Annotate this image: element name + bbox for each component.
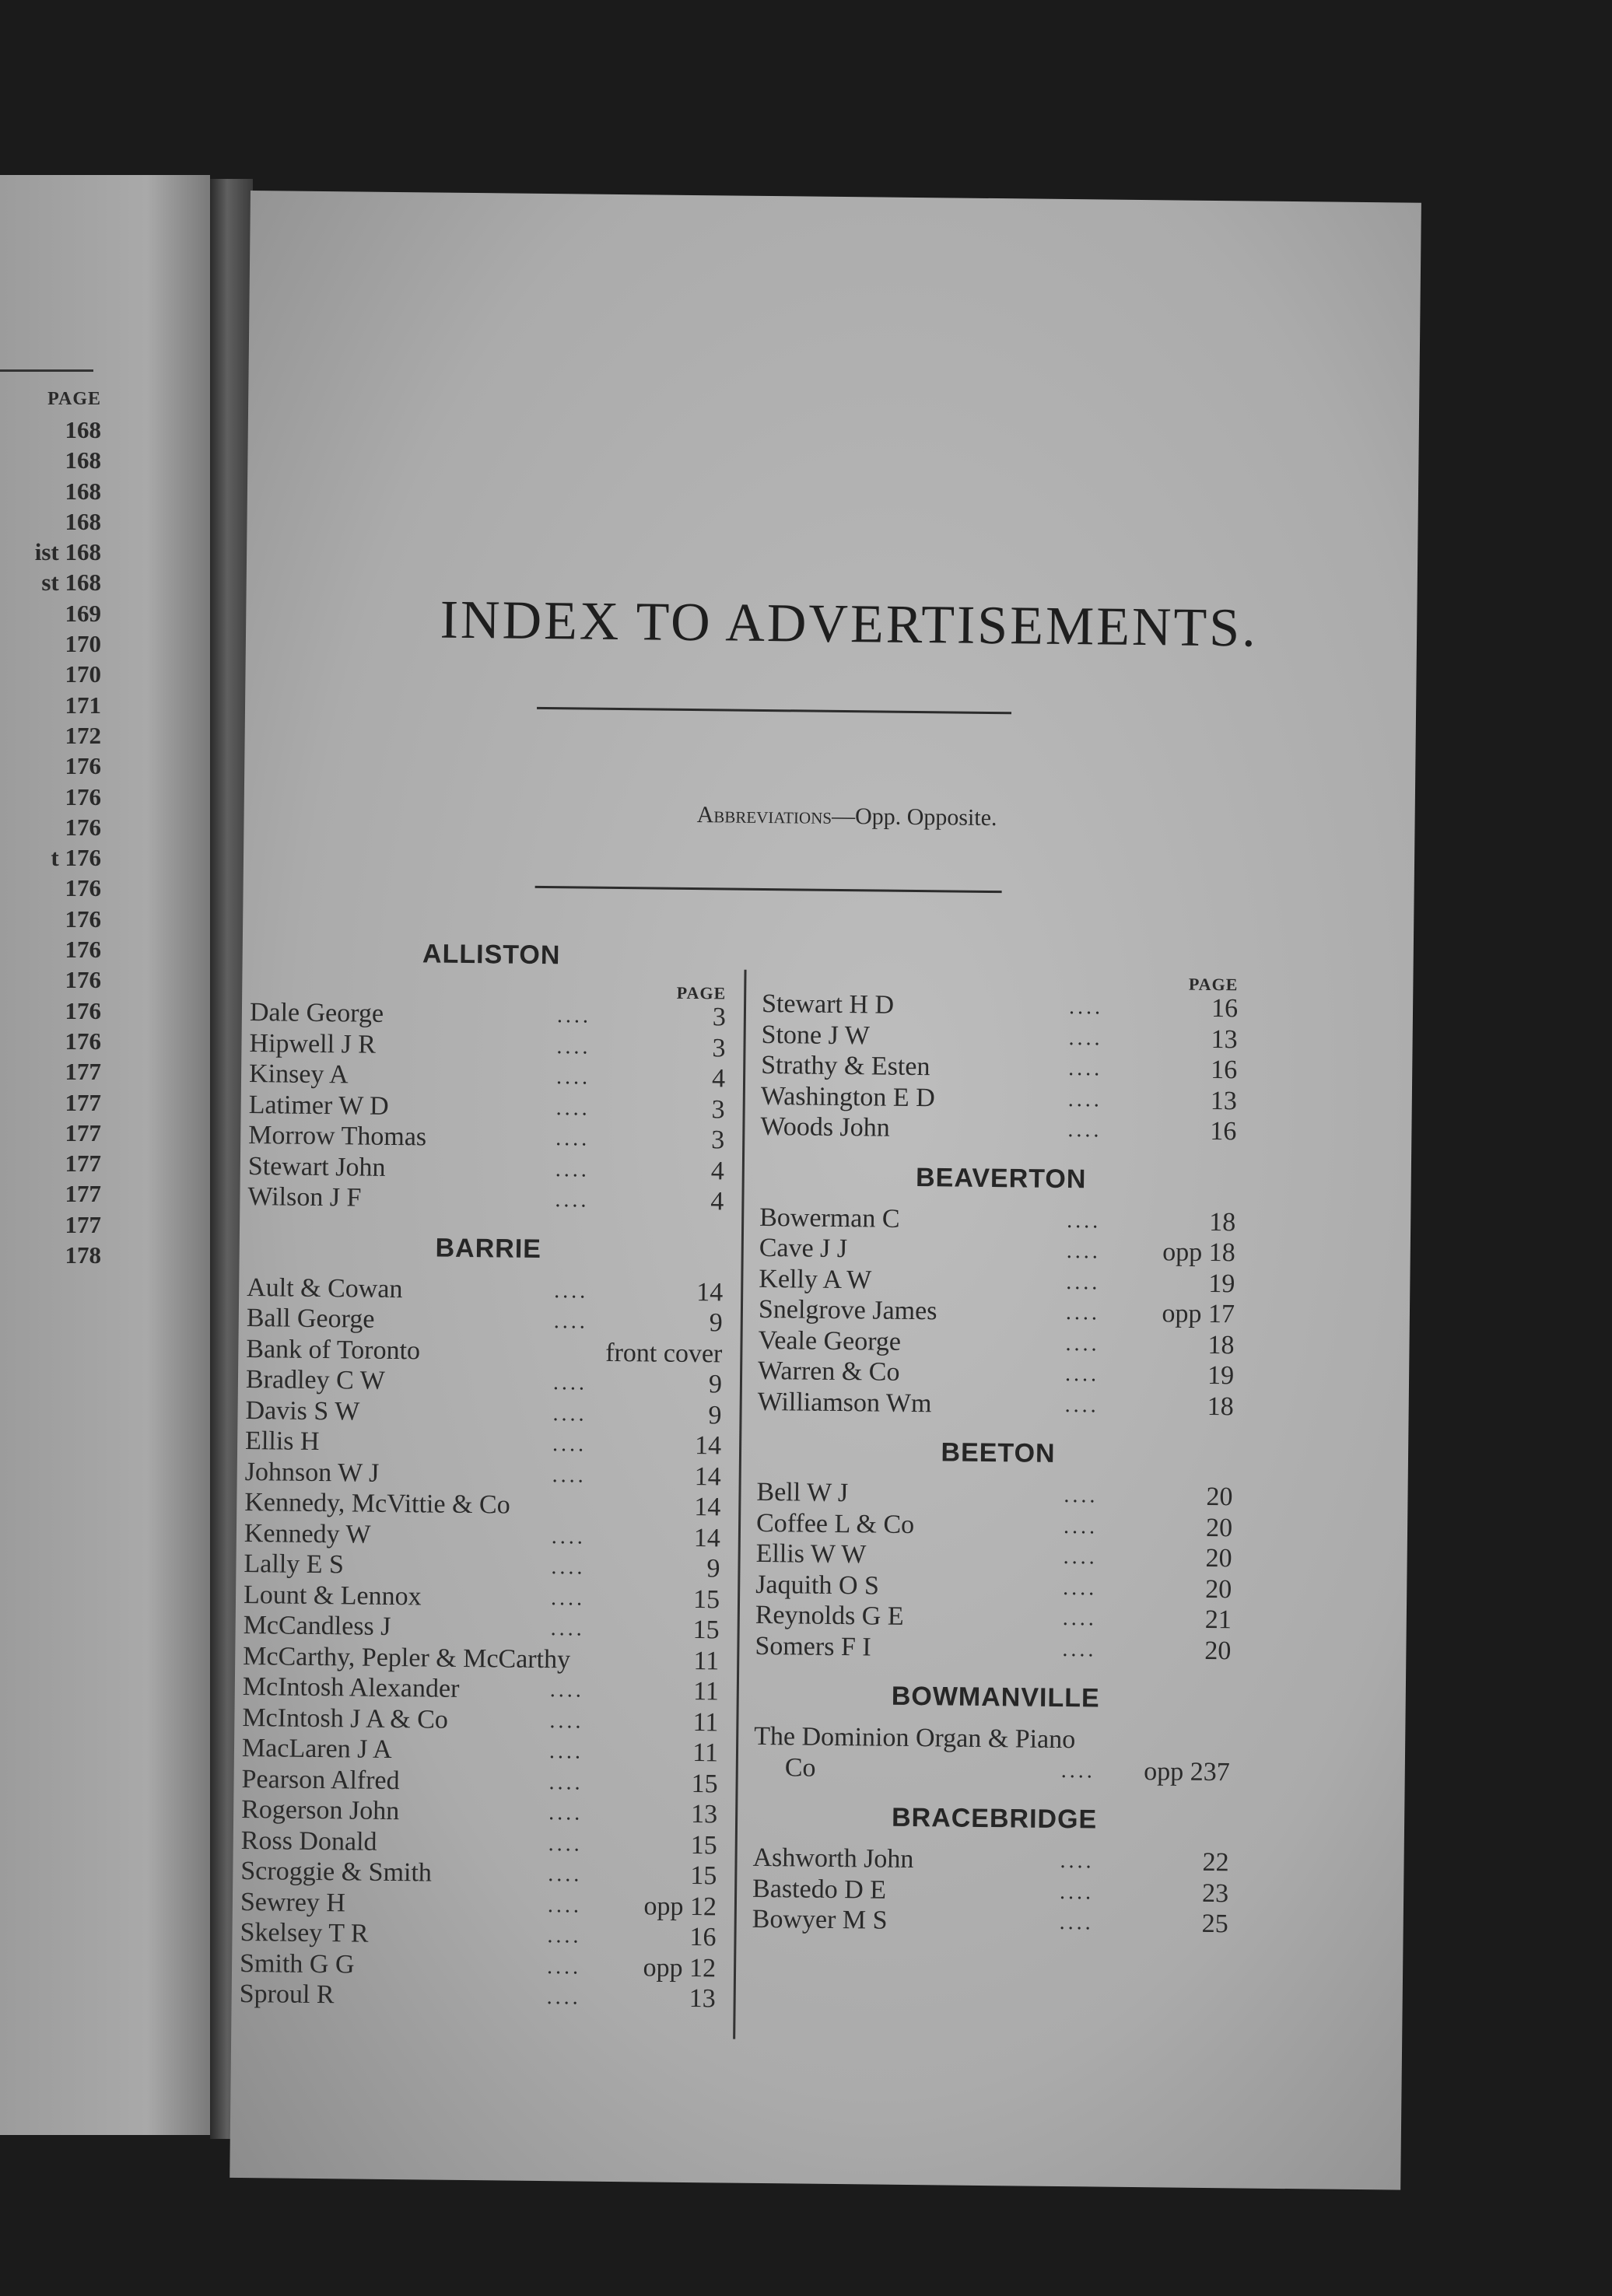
leader-dots: .... <box>555 1095 590 1121</box>
facing-page-number: 177 <box>65 1088 101 1116</box>
leader-dots: .... <box>552 1462 587 1488</box>
leader-dots: .... <box>1068 1025 1103 1051</box>
advertiser-name: Stewart H D <box>761 989 895 1020</box>
page-reference: 11 <box>693 1646 720 1675</box>
advertiser-name: Cave J J <box>759 1233 848 1264</box>
page-reference: 16 <box>689 1923 717 1952</box>
facing-page-number: 172 <box>65 721 101 749</box>
page-column-label: PAGE <box>676 982 727 1003</box>
leader-dots: .... <box>1065 1300 1101 1325</box>
facing-page-number: 176 <box>65 874 101 902</box>
advertiser-name: MacLaren J A <box>241 1733 392 1765</box>
index-entry <box>241 1825 724 1860</box>
facing-page-number: t 176 <box>51 844 101 872</box>
page-reference: opp 12 <box>643 1952 717 1983</box>
abbreviations-line <box>321 798 1372 835</box>
advertiser-name: McIntosh J A & Co <box>242 1703 449 1734</box>
index-entry <box>755 1630 1237 1666</box>
page-reference: 22 <box>1202 1847 1229 1878</box>
page-reference: 23 <box>1201 1878 1229 1908</box>
index-entry <box>755 1600 1238 1636</box>
index-column-right <box>752 970 1245 1940</box>
index-entry <box>243 1641 725 1677</box>
advertiser-name: Reynolds G E <box>755 1600 904 1631</box>
page-reference: 20 <box>1205 1543 1232 1573</box>
index-entry <box>762 989 1244 1024</box>
index-entry <box>246 1334 728 1370</box>
town-section <box>760 970 1244 1147</box>
index-entry <box>754 1721 1236 1757</box>
leader-dots: .... <box>1064 1392 1099 1418</box>
page-reference: 20 <box>1204 1636 1232 1665</box>
index-entry <box>248 1090 731 1125</box>
advertiser-name: Ault & Cowan <box>247 1272 403 1304</box>
facing-page-number: 168 <box>65 416 101 443</box>
facing-page-number: 170 <box>65 660 101 688</box>
page-reference: 15 <box>692 1584 720 1614</box>
index-entry <box>247 1181 730 1217</box>
facing-page-number: 168 <box>65 507 101 535</box>
index-entry <box>759 1263 1241 1299</box>
page-reference: 14 <box>694 1493 721 1522</box>
facing-page-number: 168 <box>65 446 101 474</box>
index-entry <box>250 997 732 1033</box>
leader-dots: .... <box>552 1370 588 1395</box>
page-reference: 16 <box>1211 1055 1238 1085</box>
facing-page-number: 171 <box>65 691 101 719</box>
leader-dots: .... <box>553 1309 588 1334</box>
leader-dots: .... <box>555 1065 591 1090</box>
leader-dots: .... <box>548 1862 583 1887</box>
index-entry <box>243 1610 725 1646</box>
leader-dots: .... <box>555 1157 590 1182</box>
page-reference: 16 <box>1211 993 1239 1024</box>
leader-dots: .... <box>546 1954 582 1979</box>
page-reference: 18 <box>1208 1207 1236 1237</box>
town-heading: BRACEBRIDGE <box>891 1802 1098 1835</box>
page-reference: 18 <box>1207 1330 1235 1360</box>
index-entry <box>241 1794 724 1830</box>
facing-page-number: st 168 <box>41 569 101 597</box>
leader-dots: .... <box>1063 1545 1098 1570</box>
town-section <box>247 937 733 1217</box>
leader-dots: .... <box>548 1831 583 1857</box>
leader-dots: .... <box>549 1708 584 1734</box>
leader-dots: .... <box>554 1278 589 1304</box>
index-entry <box>756 1477 1239 1513</box>
facing-page-number: 176 <box>65 905 101 933</box>
facing-page-number: 169 <box>65 599 101 627</box>
advertiser-name: Warren & Co <box>757 1356 900 1387</box>
leader-dots: .... <box>551 1524 587 1549</box>
abbreviations-rule <box>535 886 1002 893</box>
index-entry <box>241 1763 724 1799</box>
leader-dots: .... <box>1059 1910 1094 1935</box>
page-reference: 15 <box>691 1769 718 1798</box>
leader-dots: .... <box>1063 1514 1099 1538</box>
advertiser-name: Co <box>784 1752 816 1783</box>
advertiser-name: Ball George <box>246 1304 375 1334</box>
advertiser-name: Bradley C W <box>245 1365 385 1395</box>
page-reference: 9 <box>706 1554 720 1584</box>
index-entry <box>244 1580 726 1615</box>
advertiser-name: McIntosh Alexander <box>242 1672 460 1703</box>
page-reference: 25 <box>1201 1909 1228 1939</box>
town-heading: BARRIE <box>435 1233 542 1264</box>
index-entry <box>245 1395 727 1431</box>
advertiser-name: McCarthy, Pepler & McCarthy <box>243 1641 571 1674</box>
page-reference: 11 <box>692 1707 719 1737</box>
advertiser-name: The Dominion Organ & Piano <box>754 1721 1076 1755</box>
page-reference: front cover <box>605 1338 723 1368</box>
town-heading: BEETON <box>941 1437 1056 1468</box>
page-reference: 14 <box>693 1523 721 1552</box>
page-reference: opp 12 <box>643 1891 717 1921</box>
abbreviations-text: —Opp. Opposite. <box>831 803 997 831</box>
facing-page-rule <box>0 369 93 372</box>
index-entry <box>242 1733 724 1769</box>
page-reference: 15 <box>692 1615 720 1645</box>
page-reference: 9 <box>709 1308 723 1338</box>
facing-page-numbers <box>35 389 101 1270</box>
page-reference: 18 <box>1207 1391 1234 1421</box>
leader-dots: .... <box>546 1985 581 2010</box>
index-entry <box>752 1843 1235 1878</box>
advertiser-name: Kelly A W <box>759 1264 872 1294</box>
town-heading: ALLISTON <box>422 939 561 971</box>
page-reference: 9 <box>708 1370 723 1399</box>
leader-dots: .... <box>549 1678 584 1703</box>
advertiser-name: McCandless J <box>243 1611 391 1641</box>
column-separator <box>733 970 746 2039</box>
facing-page-number: 170 <box>65 630 101 658</box>
town-heading: BEAVERTON <box>915 1162 1087 1194</box>
leader-dots: .... <box>548 1739 584 1764</box>
page-reference: 4 <box>711 1064 726 1094</box>
facing-page-number: 176 <box>65 1027 101 1055</box>
leader-dots: .... <box>1062 1636 1097 1661</box>
advertiser-name: Davis S W <box>245 1395 360 1426</box>
page-reference: 3 <box>711 1125 725 1155</box>
advertiser-name: Bastedo D E <box>752 1874 887 1905</box>
index-entry <box>240 1979 722 2014</box>
facing-page-number: 178 <box>65 1241 101 1269</box>
index-entry <box>240 1856 723 1892</box>
index-entry <box>246 1364 728 1400</box>
advertiser-name: Dale George <box>249 998 384 1028</box>
advertiser-name: Coffee L & Co <box>755 1508 915 1539</box>
advertiser-name: Jaquith O S <box>755 1570 880 1601</box>
leader-dots: .... <box>552 1401 587 1426</box>
leader-dots: .... <box>550 1616 585 1641</box>
index-entry <box>758 1325 1240 1360</box>
index-entry <box>244 1549 726 1584</box>
facing-page-number: 176 <box>65 966 101 994</box>
leader-dots: .... <box>1067 1087 1102 1112</box>
page-reference: 3 <box>711 1094 725 1124</box>
index-entry <box>248 1151 731 1187</box>
facing-page-number: 177 <box>65 1118 101 1146</box>
index-entry <box>248 1120 731 1156</box>
leader-dots: .... <box>550 1585 586 1611</box>
facing-page-number: 176 <box>65 996 101 1024</box>
town-section <box>240 1231 730 2014</box>
index-entry <box>245 1426 727 1461</box>
town-section <box>752 1801 1236 1940</box>
page-reference: 13 <box>689 1984 716 2014</box>
index-entry <box>759 1233 1242 1269</box>
advertiser-name: Strathy & Esten <box>761 1050 930 1082</box>
page-reference: opp 17 <box>1162 1299 1235 1329</box>
advertiser-name: Rogerson John <box>241 1794 400 1826</box>
leader-dots: .... <box>1064 1483 1099 1508</box>
page-reference: opp 237 <box>1144 1756 1230 1787</box>
index-entry <box>761 1050 1243 1086</box>
index-entry <box>240 1886 723 1922</box>
advertiser-name: Woods John <box>760 1111 890 1143</box>
page-reference: 21 <box>1204 1605 1232 1635</box>
index-entry <box>752 1904 1235 1940</box>
index-entry <box>242 1702 724 1738</box>
page-reference: 14 <box>694 1461 721 1491</box>
page-reference: 3 <box>712 1033 726 1062</box>
page-reference: 4 <box>710 1156 725 1185</box>
advertiser-name: Latimer W D <box>248 1090 389 1121</box>
facing-page-number: 168 <box>65 477 101 505</box>
index-entry <box>249 1028 731 1064</box>
advertiser-name: Stewart John <box>247 1151 386 1182</box>
page-reference: 11 <box>692 1677 720 1706</box>
advertiser-name: Morrow Thomas <box>248 1121 427 1152</box>
index-column-left <box>240 937 733 2014</box>
facing-page-number: 177 <box>65 1210 101 1238</box>
leader-dots: .... <box>1059 1879 1095 1904</box>
facing-page-number: 176 <box>65 936 101 964</box>
facing-page <box>0 175 210 2135</box>
advertiser-name: Hipwell J R <box>249 1028 377 1059</box>
leader-dots: .... <box>1060 1758 1095 1783</box>
page-reference: opp 18 <box>1162 1237 1235 1268</box>
advertiser-name: Pearson Alfred <box>241 1764 400 1795</box>
page-reference: 3 <box>712 1003 727 1032</box>
advertiser-name: Scroggie & Smith <box>240 1856 433 1888</box>
index-entry <box>754 1752 1236 1787</box>
index-entry <box>755 1569 1238 1605</box>
page-reference: 9 <box>708 1400 722 1430</box>
page-reference: 20 <box>1205 1574 1232 1604</box>
leader-dots: .... <box>552 1432 587 1457</box>
index-entry <box>758 1356 1240 1391</box>
index-entry <box>244 1487 727 1523</box>
advertiser-name: Williamson Wm <box>757 1387 932 1418</box>
title-rule <box>537 707 1011 714</box>
advertiser-name: Kennedy, McVittie & Co <box>244 1488 510 1520</box>
leader-dots: .... <box>1062 1606 1097 1631</box>
leader-dots: .... <box>556 1034 591 1059</box>
advertiser-name: Bowyer M S <box>752 1904 888 1935</box>
advertiser-name: Smith G G <box>239 1948 355 1979</box>
leader-dots: .... <box>1066 1269 1101 1295</box>
facing-page-number: 177 <box>65 1180 101 1208</box>
page-reference: 16 <box>1210 1116 1237 1146</box>
index-entry <box>240 1917 722 1953</box>
advertiser-name: Ashworth John <box>752 1843 914 1874</box>
index-entry <box>247 1303 729 1339</box>
advertiser-name: Sproul R <box>239 1979 335 2010</box>
town-section <box>755 1436 1239 1666</box>
index-entry <box>756 1507 1239 1543</box>
index-entry <box>752 1873 1235 1909</box>
facing-page-number: 177 <box>65 1150 101 1178</box>
advertiser-name: Bell W J <box>756 1477 849 1508</box>
leader-dots: .... <box>1064 1362 1100 1387</box>
facing-page-number: ist 168 <box>34 538 101 566</box>
advertiser-name: Somers F I <box>755 1631 871 1661</box>
page-reference: 20 <box>1205 1513 1233 1542</box>
facing-page-number: 176 <box>65 752 101 780</box>
index-entry <box>244 1518 727 1554</box>
index-entry <box>243 1671 725 1707</box>
advertiser-name: Bowerman C <box>759 1202 900 1234</box>
page-reference: 20 <box>1206 1482 1233 1512</box>
leader-dots: .... <box>1066 1239 1101 1264</box>
facing-page-number: 177 <box>65 1058 101 1086</box>
advertiser-name: Johnson W J <box>244 1457 380 1488</box>
index-entry <box>245 1457 727 1493</box>
index-entry <box>240 1948 722 1983</box>
page-reference: 13 <box>1210 1086 1238 1115</box>
facing-page-number: 176 <box>65 782 101 810</box>
advertiser-name: Ellis H <box>244 1426 320 1457</box>
page-reference: 13 <box>690 1800 718 1829</box>
page-reference: 13 <box>1211 1024 1238 1054</box>
town-section <box>758 1160 1242 1422</box>
advertiser-name: Veale George <box>758 1325 902 1356</box>
page-reference: 11 <box>692 1738 719 1768</box>
advertiser-name: Ellis W W <box>755 1538 867 1570</box>
index-entry <box>760 1111 1242 1147</box>
page-reference: 14 <box>694 1431 722 1461</box>
leader-dots: .... <box>555 1126 590 1151</box>
leader-dots: .... <box>1068 995 1104 1020</box>
leader-dots: .... <box>548 1801 583 1825</box>
index-entry <box>249 1059 731 1094</box>
index-entry <box>759 1294 1241 1330</box>
abbreviations-label: Abbreviations <box>696 802 832 829</box>
leader-dots: .... <box>556 1003 592 1028</box>
advertiser-name: Kinsey A <box>248 1059 349 1090</box>
leader-dots: .... <box>1065 1331 1100 1356</box>
leader-dots: .... <box>551 1555 586 1580</box>
advertiser-name: Kennedy W <box>244 1518 371 1549</box>
advertiser-name: Lount & Lennox <box>243 1580 422 1611</box>
page-reference: 4 <box>710 1187 724 1216</box>
index-entry <box>247 1272 729 1308</box>
page-reference: 19 <box>1208 1269 1235 1298</box>
page-reference: 19 <box>1207 1360 1235 1391</box>
page-column-label: PAGE <box>1188 974 1239 995</box>
advertiser-name: Ross Donald <box>240 1825 377 1857</box>
facing-page-number: 176 <box>65 813 101 841</box>
page-reference: 14 <box>696 1277 724 1307</box>
advertiser-name: Sewrey H <box>240 1887 346 1917</box>
town-heading: BOWMANVILLE <box>891 1681 1100 1713</box>
leader-dots: .... <box>547 1892 583 1918</box>
advertiser-name: Bank of Toronto <box>246 1334 421 1365</box>
leader-dots: .... <box>1068 1056 1103 1081</box>
leader-dots: .... <box>555 1188 590 1213</box>
index-entry <box>758 1386 1240 1422</box>
leader-dots: .... <box>1063 1575 1098 1600</box>
advertiser-name: Snelgrove James <box>758 1294 937 1326</box>
page-reference: 15 <box>690 1861 717 1891</box>
leader-dots: .... <box>548 1769 583 1795</box>
advertiser-name: Stone J W <box>761 1020 871 1050</box>
page-reference: 15 <box>690 1830 717 1860</box>
advertiser-name: Lally E S <box>244 1549 345 1580</box>
leader-dots: .... <box>1067 1208 1102 1234</box>
leader-dots: .... <box>1060 1849 1095 1874</box>
index-entry <box>755 1538 1238 1574</box>
leader-dots: .... <box>1067 1118 1102 1143</box>
index-entry <box>759 1202 1242 1237</box>
advertiser-name: Washington E D <box>760 1081 935 1112</box>
index-page <box>230 191 1421 2190</box>
facing-page-header: PAGE <box>47 389 101 409</box>
town-section <box>754 1680 1237 1787</box>
index-entry <box>761 1019 1243 1055</box>
index-entry <box>761 1080 1243 1116</box>
advertiser-name: Wilson J F <box>247 1182 362 1213</box>
leader-dots: .... <box>547 1923 582 1948</box>
page-title: INDEX TO ADVERTISEMENTS. <box>440 590 1259 659</box>
advertiser-name: Skelsey T R <box>240 1917 369 1948</box>
